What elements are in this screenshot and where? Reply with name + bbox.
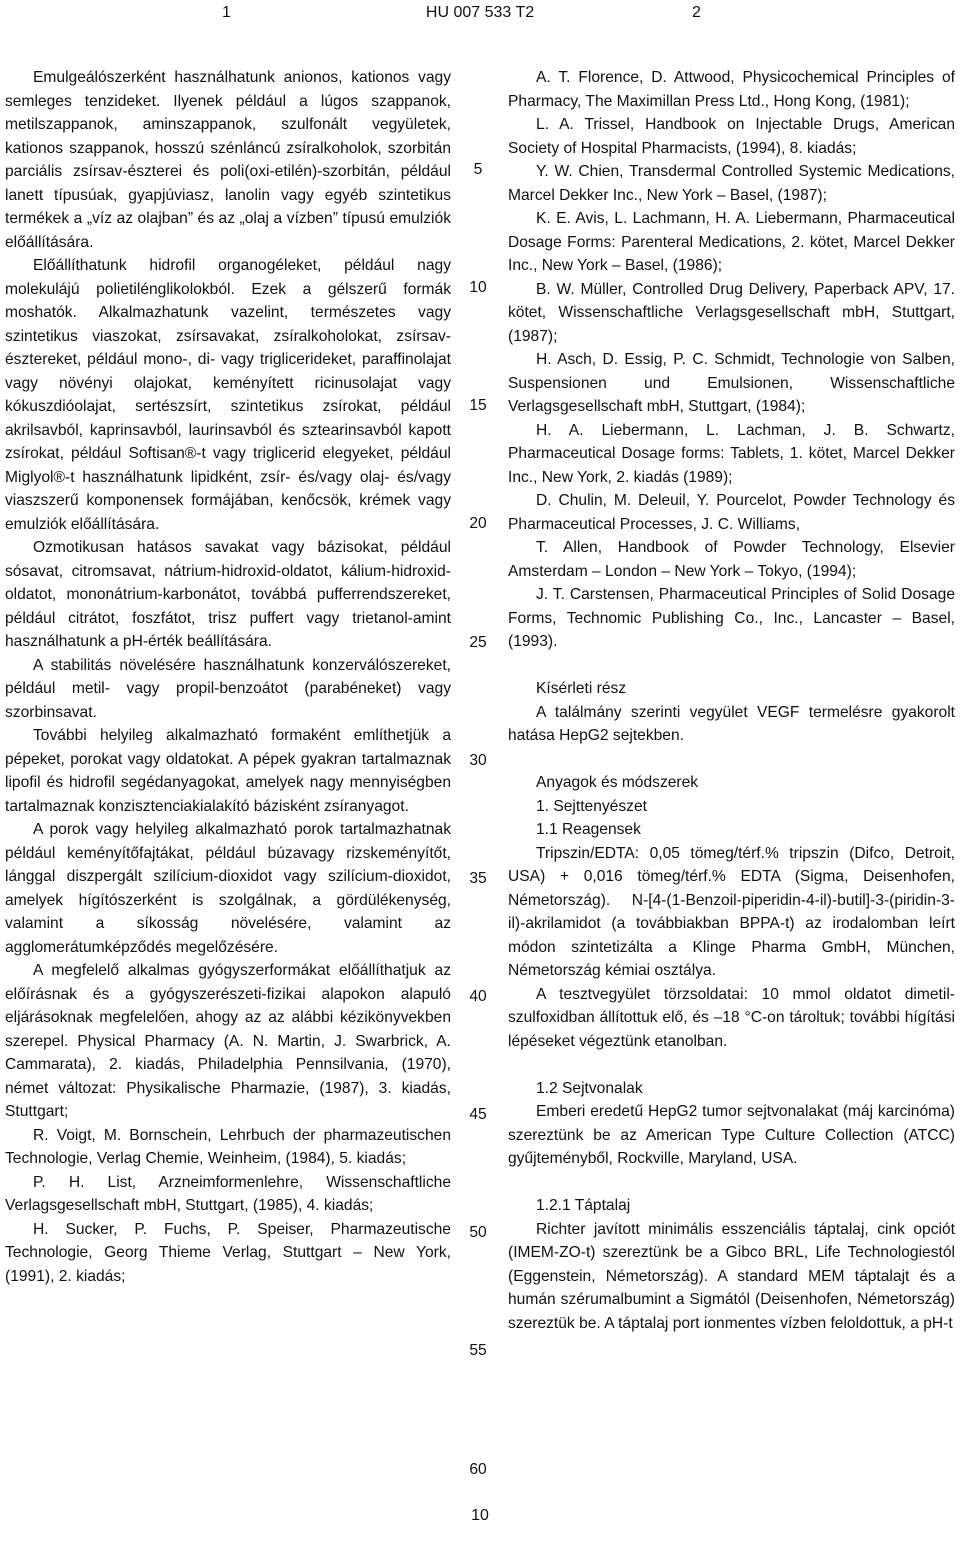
- page-number-left: 1: [222, 4, 231, 21]
- line-number: 5: [473, 161, 483, 178]
- reference: H. Asch, D. Essig, P. C. Schmidt, Technologie von Salben, Suspensionen und Emulsionen, Wissenschaftliche Verlagsgesellschaft mbH, Stuttgart, (1984);: [508, 351, 955, 415]
- paragraph: Tripszin/EDTA: 0,05 tömeg/térf.% tripszin (Difco, Detroit, USA) + 0,016 tömeg/térf.% EDTA (Sigma, Deisenhofen, Németország). N-[4-(1-Benzoil-piperidin-4-il)-butil]-3-(piridin-3-il)-akrilamidot (a továbbiakban BPPA-t) az irodalomban leírt módon szintetizálta a Klinge Pharma GmbH, München, Németország kémiai osztálya.: [508, 844, 955, 979]
- paragraph: A megfelelő alkalmas gyógyszerformákat előállíthatjuk az előírásnak és a gyógyszerészeti-fizikai alapokon alapuló eljárásoknak megfelelően, ahogy az az alábbi kézikönyvekben szerepel. Physical Pharmacy (A. N. Martin, J. Swarbrick, A. Cammarata), 2. kiadás, Philadelphia Pennsilvania, (1970), német változat: Physikalische Pharmazie, (1987), 3. kiadás, Stuttgart;: [5, 962, 451, 1120]
- line-number: 35: [469, 870, 487, 887]
- left-column: [5, 66, 451, 1288]
- paragraph: Richter javított minimális esszenciális táptalaj, cink opciót (IMEM-ZO-t) szereztünk be a Gibco BRL, Life Technologiestól (Eggenstein, Németország). A standard MEM táptalajt és a humán szérumalbumint a Sigmától (Deisenhofen, Németország) szereztük be. A táptalaj port ionmentes vízben feloldottuk, a pH-t: [508, 1220, 955, 1332]
- line-number: 45: [469, 1106, 487, 1123]
- section-heading: Kísérleti rész: [536, 680, 627, 697]
- paragraph: A stabilitás növelésére használhatunk konzerválószereket, például metil- vagy propil-benzoátot (parabéneket) vagy szorbinsavat.: [5, 656, 451, 721]
- line-number: 60: [469, 1461, 487, 1478]
- reference: D. Chulin, M. Deleuil, Y. Pourcelot, Powder Technology és Pharmaceutical Processes, J. C. Williams,: [508, 492, 955, 533]
- paragraph: Előállíthatunk hidrofil organogéleket, például nagy molekulájú polietilénglikolokból. Ezek a gélszerű formák moshatók. Alkalmazhatunk vazelint, természetes vagy szintetikus viaszokat, zsírsavakat, zsíralkoholokat, zsírsav-észtereket, például mono-, di- vagy triglicerideket, paraffinolajat vagy növényi olajokat, keményített ricinusolajat vagy kókuszdióolajat, sertészsírt, szintetikus zsírokat, például akrilsavból, kaprinsavból, laurinsavból és sztearinsavból kapott zsírokat, például Softisan®-t vagy triglicerid elegyeket, például Miglyol®-t használhatunk lipidként, zsír- és/vagy olaj- és/vagy viaszszerű komponensek formájában, kenőcsök, krémek vagy emulziók előállítására.: [5, 257, 451, 533]
- subsection-heading: 1. Sejttenyészet: [536, 797, 647, 815]
- line-number: 15: [469, 397, 487, 414]
- document-id: HU 007 533 T2: [425, 4, 535, 21]
- paragraph: További helyileg alkalmazható formaként említhetjük a pépeket, porokat vagy oldatokat. A pépek gyakran tartalmaznak lipofil és hidrofil segédanyagokat, amelyek nagy mennyiségben tartalmaznak konzisztenciakialakító bázisként zsíranyagot.: [5, 727, 451, 815]
- reference: B. W. Müller, Controlled Drug Delivery, Paperback APV, 17. kötet, Wissenschaftliche Verlagsgesellschaft mbH, Stuttgart, (1987);: [508, 280, 955, 345]
- reference: L. A. Trissel, Handbook on Injectable Drugs, American Society of Hospital Pharmacists, (1994), 8. kiadás;: [508, 116, 955, 157]
- paragraph: A porok vagy helyileg alkalmazható porok tartalmazhatnak például keményítőfajtákat, például búzavagy rizskeményítőt, lánggal diszpergált szilícium-dioxidot vagy szilícium-dioxidot, amelyek hígítószerként is szolgálnak, a gördülékenység, valamint a síkosság növelésére, valamint az agglomerátumképződés megelőzésére.: [5, 821, 451, 956]
- reference: J. T. Carstensen, Pharmaceutical Principles of Solid Dosage Forms, Technomic Publishing Co., Inc., Lancaster – Basel, (1993).: [508, 586, 955, 650]
- line-number: 55: [469, 1342, 487, 1359]
- subsection-heading: 1.1 Reagensek: [536, 821, 641, 838]
- reference: R. Voigt, M. Bornschein, Lehrbuch der pharmazeutischen Technologie, Verlag Chemie, Weinheim, (1984), 5. kiadás;: [5, 1126, 451, 1167]
- reference: A. T. Florence, D. Attwood, Physicochemical Principles of Pharmacy, The Maximillan Press Ltd., Hong Kong, (1981);: [508, 69, 955, 110]
- paragraph: Ozmotikusan hatásos savakat vagy bázisokat, például sósavat, citromsavat, nátrium-hidroxid-oldatot, kálium-hidroxid-oldatot, mononátrium-karbonátot, továbbá pufferrendszereket, például citrátot, foszfátot, trisz puffert vagy trietanol-amint használhatunk a pH-érték beállítására.: [5, 539, 451, 650]
- reference: K. E. Avis, L. Lachmann, H. A. Liebermann, Pharmaceutical Dosage Forms: Parenteral Medications, 2. kötet, Marcel Dekker Inc., New York – Basel, (1986);: [508, 210, 955, 274]
- paragraph: Emulgeálószerként használhatunk anionos, kationos vagy semleges tenzideket. Ilyenek például a lúgos szappanok, metilszappanok, aminszappanok, szulfonált vegyületek, kationos szappanok, hosszú szénláncú zsíralkoholok, szorbitán parciális zsírsav-észterei és poli(oxi-etilén)-szorbitán, például lanett típusúak, gyapjúviasz, lanolin vagy egyéb szintetikus termékek a „víz az olajban” és az „olaj a vízben” típusú emulziók előállítására.: [5, 69, 451, 251]
- reference: H. Sucker, P. Fuchs, P. Speiser, Pharmazeutische Technologie, Georg Thieme Verlag, Stuttgart – New York, (1991), 2. kiadás;: [5, 1220, 451, 1285]
- subsection-heading: 1.2.1 Táptalaj: [536, 1197, 631, 1214]
- line-number: 30: [469, 752, 487, 769]
- line-number: 25: [469, 634, 487, 651]
- line-number: 20: [469, 515, 487, 532]
- right-column: [508, 66, 955, 1335]
- paragraph: A találmány szerinti vegyület VEGF termelésre gyakorolt hatása HepG2 sejtekben.: [508, 703, 955, 744]
- line-number: 10: [469, 279, 487, 296]
- page-number-footer: 10: [471, 1507, 489, 1524]
- reference: P. H. List, Arzneimformenlehre, Wissenschaftliche Verlagsgesellschaft mbH, Stuttgart, (1985), 4. kiadás;: [5, 1173, 451, 1214]
- paragraph: Emberi eredetű HepG2 tumor sejtvonalakat (máj karcinóma) szereztünk be az American Type Culture Collection (ATCC) gyűjteményből, Rockville, Maryland, USA.: [508, 1103, 955, 1167]
- line-number: 40: [469, 988, 487, 1005]
- page-number-right: 2: [692, 4, 701, 21]
- section-heading: Anyagok és módszerek: [536, 774, 699, 791]
- paragraph: A tesztvegyület törzsoldatai: 10 mmol oldatot dimetil-szulfoxidban állítottuk elő, és –18 °C-on tároltuk; további hígítási lépéseket végeztünk etanolban.: [508, 985, 955, 1050]
- reference: Y. W. Chien, Transdermal Controlled Systemic Medications, Marcel Dekker Inc., New York – Basel, (1987);: [508, 163, 955, 204]
- reference: T. Allen, Handbook of Powder Technology, Elsevier Amsterdam – London – New York – Tokyo, (1994);: [508, 539, 955, 580]
- line-number: 50: [469, 1224, 487, 1241]
- subsection-heading: 1.2 Sejtvonalak: [536, 1079, 643, 1097]
- reference: H. A. Liebermann, L. Lachman, J. B. Schwartz, Pharmaceutical Dosage forms: Tablets, 1. kötet, Marcel Dekker Inc., New York, 2. kiadás (1989);: [508, 421, 955, 486]
